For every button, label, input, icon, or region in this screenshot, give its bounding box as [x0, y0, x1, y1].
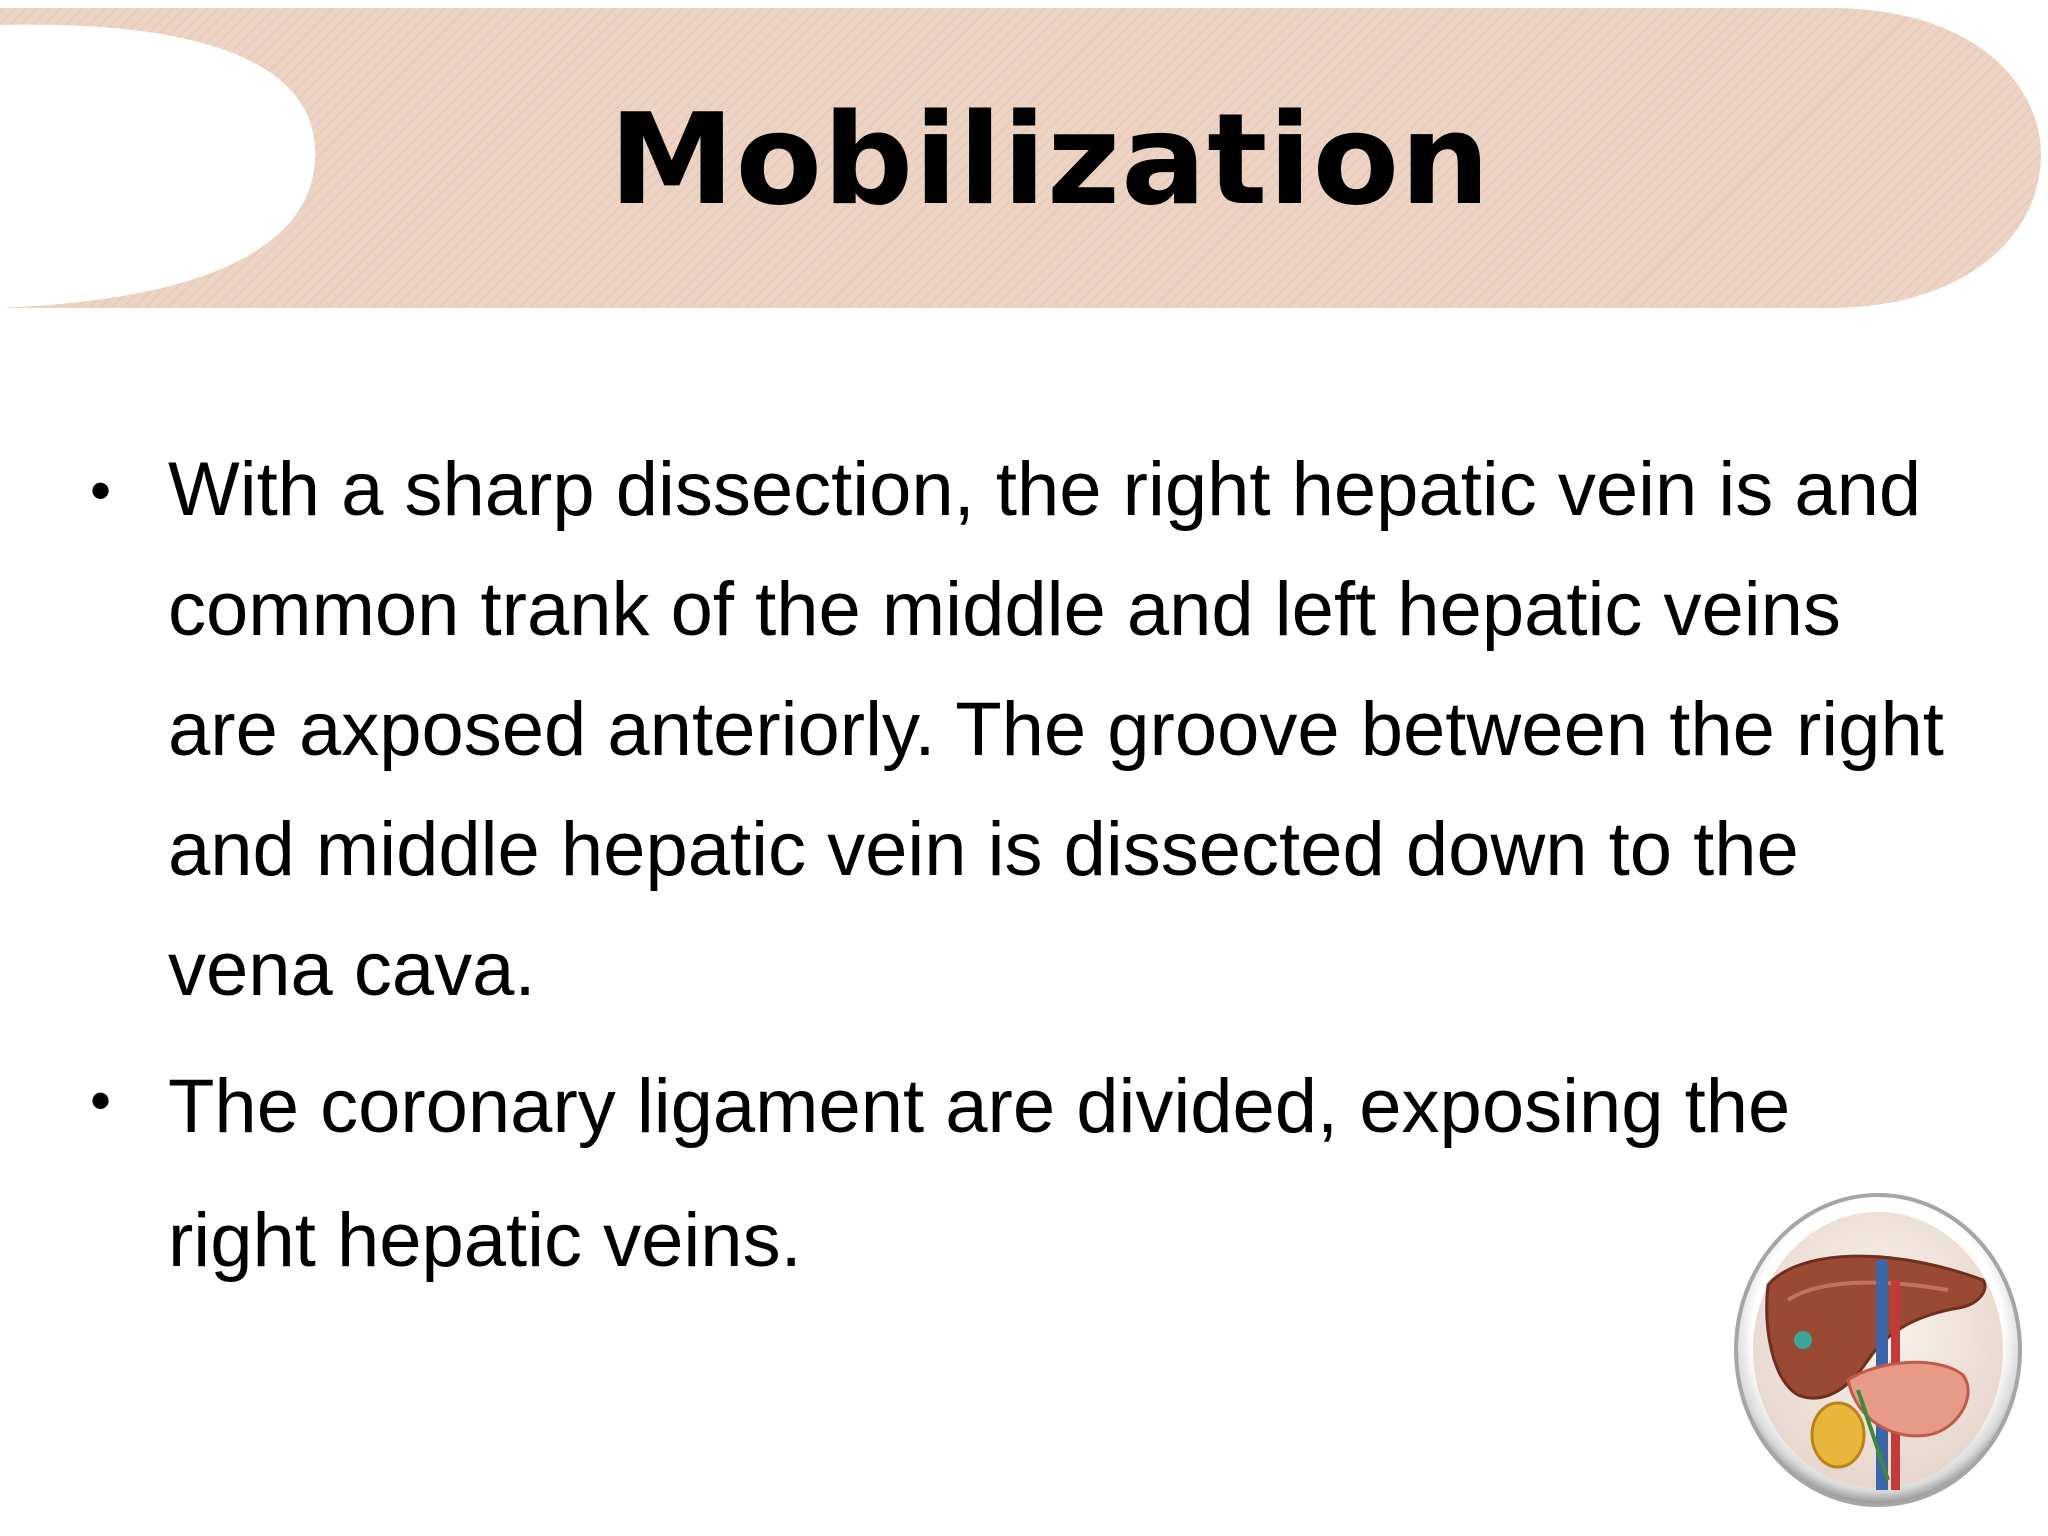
bullet-list	[90, 430, 1950, 1318]
bullet-icon: •	[90, 1067, 112, 1134]
slide-title: Mobilization	[609, 86, 1491, 233]
liver-illustration-icon	[1728, 1190, 2028, 1520]
bullet-icon: •	[90, 457, 112, 524]
bullet-text: With a sharp dissection, the right hepatic vein is and common trank of the middle and left hepatic veins are axposed anteriorly. The groove between the right and middle hepatic vein is dissected down to the vena cava.	[168, 447, 1944, 1012]
list-item	[90, 1040, 1950, 1308]
bullet-text: The coronary ligament are divided, exposing the right hepatic veins.	[168, 1064, 1791, 1283]
list-item	[90, 430, 1950, 1030]
